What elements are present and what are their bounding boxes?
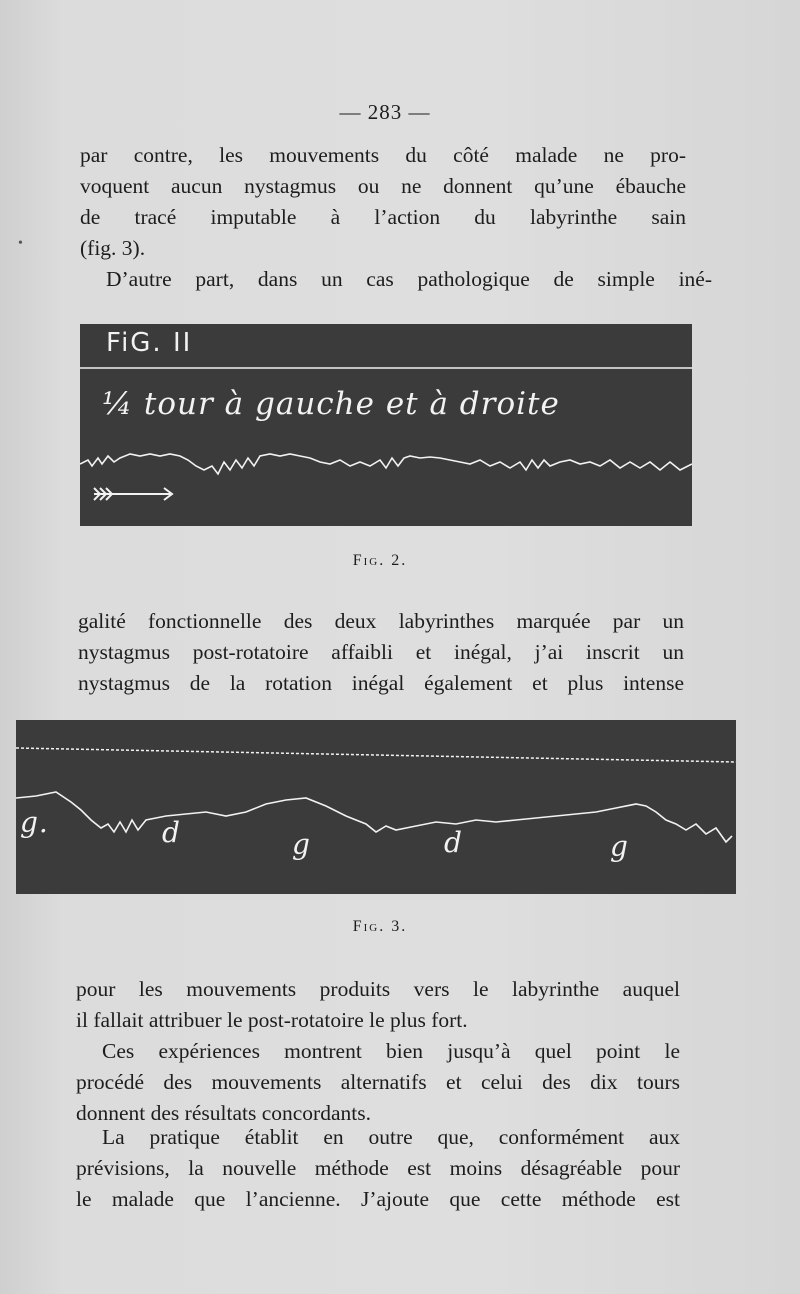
text-line: de tracé imputable à l’action du labyrinthe sain [80, 205, 686, 229]
text-line: D’autre part, dans un cas pathologique de simple iné- [106, 267, 712, 291]
figure-2-tracing [80, 324, 692, 526]
paragraph-5 [76, 1036, 680, 1129]
trace-label: g [292, 828, 311, 861]
text-line: donnent des résultats concordants. [76, 1101, 371, 1125]
time-line [16, 748, 736, 762]
text-line: procédé des mouvements alternatifs et celui des dix tours [76, 1070, 680, 1094]
paragraph-4 [76, 974, 680, 1036]
text-line: galité fonctionnelle des deux labyrinthes marquée par un [78, 609, 684, 633]
figure-2-label: FiG. II [106, 328, 193, 358]
text-line: nystagmus de la rotation inégal également et plus intense [78, 671, 684, 695]
arrow-icon [94, 488, 172, 500]
trace-label: g [610, 830, 629, 863]
text-line: le malade que l’ancienne. J’ajoute que cette méthode est [76, 1187, 680, 1211]
text-line: voquent aucun nystagmus ou ne donnent qu’une ébauche [80, 174, 686, 198]
trace-label: d [444, 826, 463, 859]
text-line: par contre, les mouvements du côté malade ne pro- [80, 143, 686, 167]
paragraph-6 [76, 1122, 680, 1215]
text-line: prévisions, la nouvelle méthode est moins désagréable pour [76, 1156, 680, 1180]
text-line: Ces expériences montrent bien jusqu’à quel point le [102, 1039, 680, 1063]
nystagmus-trace [80, 454, 692, 474]
figure-2-caption: Fig. 2. [352, 552, 408, 569]
paragraph-2 [80, 264, 712, 295]
figure-3-caption: Fig. 3. [352, 918, 408, 935]
figure-3-tracing [16, 720, 736, 894]
margin-mark: • [18, 236, 23, 251]
text-line: (fig. 3). [80, 236, 146, 260]
text-line: La pratique établit en outre que, conformément aux [102, 1125, 680, 1149]
figure-2 [80, 324, 692, 526]
text-line: il fallait attribuer le post-rotatoire le plus fort. [76, 1008, 468, 1032]
text-line: pour les mouvements produits vers le labyrinthe auquel [76, 977, 680, 1001]
text-line: nystagmus post-rotatoire affaibli et inégal, j’ai inscrit un [78, 640, 684, 664]
trace-label: g. [20, 806, 49, 839]
figure-2-script: ¼ tour à gauche et à droite [102, 386, 560, 422]
paragraph-1 [80, 140, 686, 264]
paragraph-3 [78, 606, 684, 699]
trace-label: d [162, 816, 181, 849]
page-number: — 283 — [339, 100, 431, 124]
figure-3 [16, 720, 736, 894]
